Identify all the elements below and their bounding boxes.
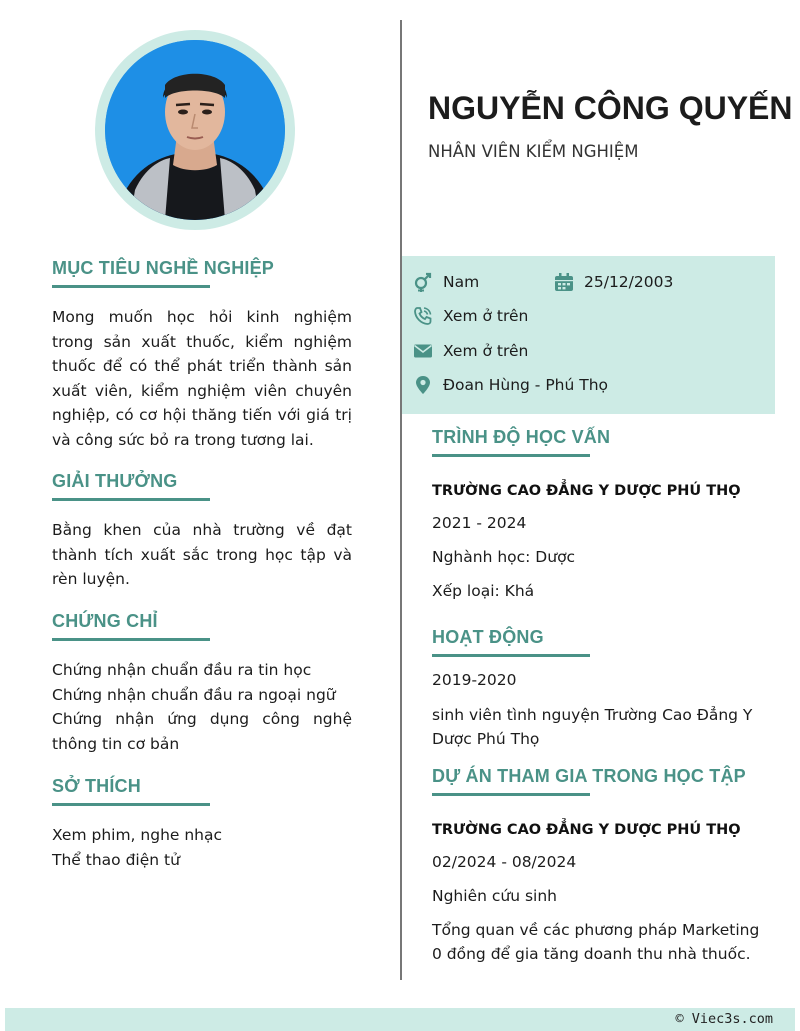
birthdate-row [554,272,673,292]
gender-icon [413,272,433,292]
birthdate-value: 25/12/2003 [584,273,674,291]
phone-icon [413,306,433,326]
job-title: NHÂN VIÊN KIỂM NGHIỆM [428,142,639,161]
certificate-item: Chứng nhận chuẩn đầu ra ngoại ngữ [52,685,336,704]
section-underline [432,654,590,657]
section-underline [52,803,210,806]
projects-title: DỰ ÁN THAM GIA TRONG HỌC TẬP [432,766,746,786]
section-underline [52,498,210,501]
education-school: TRƯỜNG CAO ĐẲNG Y DƯỢC PHÚ THỌ [432,483,741,499]
education-grade: Xếp loại: Khá [432,582,535,600]
certificates-section [52,611,352,756]
hobbies-title: SỞ THÍCH [52,776,141,796]
section-underline [432,454,590,457]
phone-row [413,306,528,326]
certificates-title: CHỨNG CHỈ [52,611,158,631]
email-icon [413,341,433,361]
gender-row [413,272,479,292]
calendar-icon [554,272,574,292]
projects-role: Nghiên cứu sinh [432,887,557,905]
address-value: Đoan Hùng - Phú Thọ [443,376,609,394]
certificate-item: Chứng nhận chuẩn đầu ra tin học [52,661,312,679]
location-icon [413,375,433,395]
phone-value: Xem ở trên [443,307,529,325]
email-row [413,341,528,361]
hobby-item: Thể thao điện tử [52,850,180,869]
avatar [105,40,285,220]
contact-panel [402,256,775,414]
gender-value: Nam [443,273,480,291]
section-underline [52,638,210,641]
hobby-item: Xem phim, nghe nhạc [52,826,223,844]
education-section [432,427,772,603]
profile-photo [105,40,285,220]
awards-title: GIẢI THƯỞNG [52,471,178,491]
certificate-item: Chứng nhận ứng dụng công nghệ thông tin cơ bản [52,710,352,753]
footer-credit: © Viec3s.com [675,1011,773,1027]
objective-section [52,258,352,452]
projects-period: 02/2024 - 08/2024 [432,853,577,871]
column-divider [400,20,402,980]
projects-section [432,766,772,966]
section-underline [432,793,590,796]
education-period: 2021 - 2024 [432,514,527,532]
hobbies-section [52,776,352,872]
activities-period: 2019-2020 [432,671,517,689]
activities-title: HOẠT ĐỘNG [432,627,544,647]
awards-text: Bằng khen của nhà trường về đạt thành tích xuất sắc trong học tập và rèn luyện. [52,521,352,588]
activities-text: sinh viên tình nguyện Trường Cao Đẳng Y Dược Phú Thọ [432,706,753,748]
objective-title: MỤC TIÊU NGHỀ NGHIỆP [52,258,275,278]
projects-text: Tổng quan về các phương pháp Marketing 0 đồng để gia tăng doanh thu nhà thuốc. [432,921,760,963]
objective-text: Mong muốn học hỏi kinh nghiệm trong sản xuất thuốc, kiểm nghiệm thuốc để có thể phát triển thành sản xuất viên, kiểm nghiệm viên chuyên nghiệp, có cơ hội thăng tiến với giá trị và công sức bỏ ra trong tương lai. [52,308,352,449]
awards-section [52,471,352,592]
activities-section [432,627,772,751]
section-underline [52,285,210,288]
projects-school: TRƯỜNG CAO ĐẲNG Y DƯỢC PHÚ THỌ [432,822,741,838]
education-title: TRÌNH ĐỘ HỌC VẤN [432,427,611,447]
email-value: Xem ở trên [443,342,529,360]
candidate-name: NGUYỄN CÔNG QUYẾN [428,90,793,126]
education-major: Nghành học: Dược [432,548,576,566]
footer-bar [5,1008,795,1031]
address-row [413,375,608,395]
